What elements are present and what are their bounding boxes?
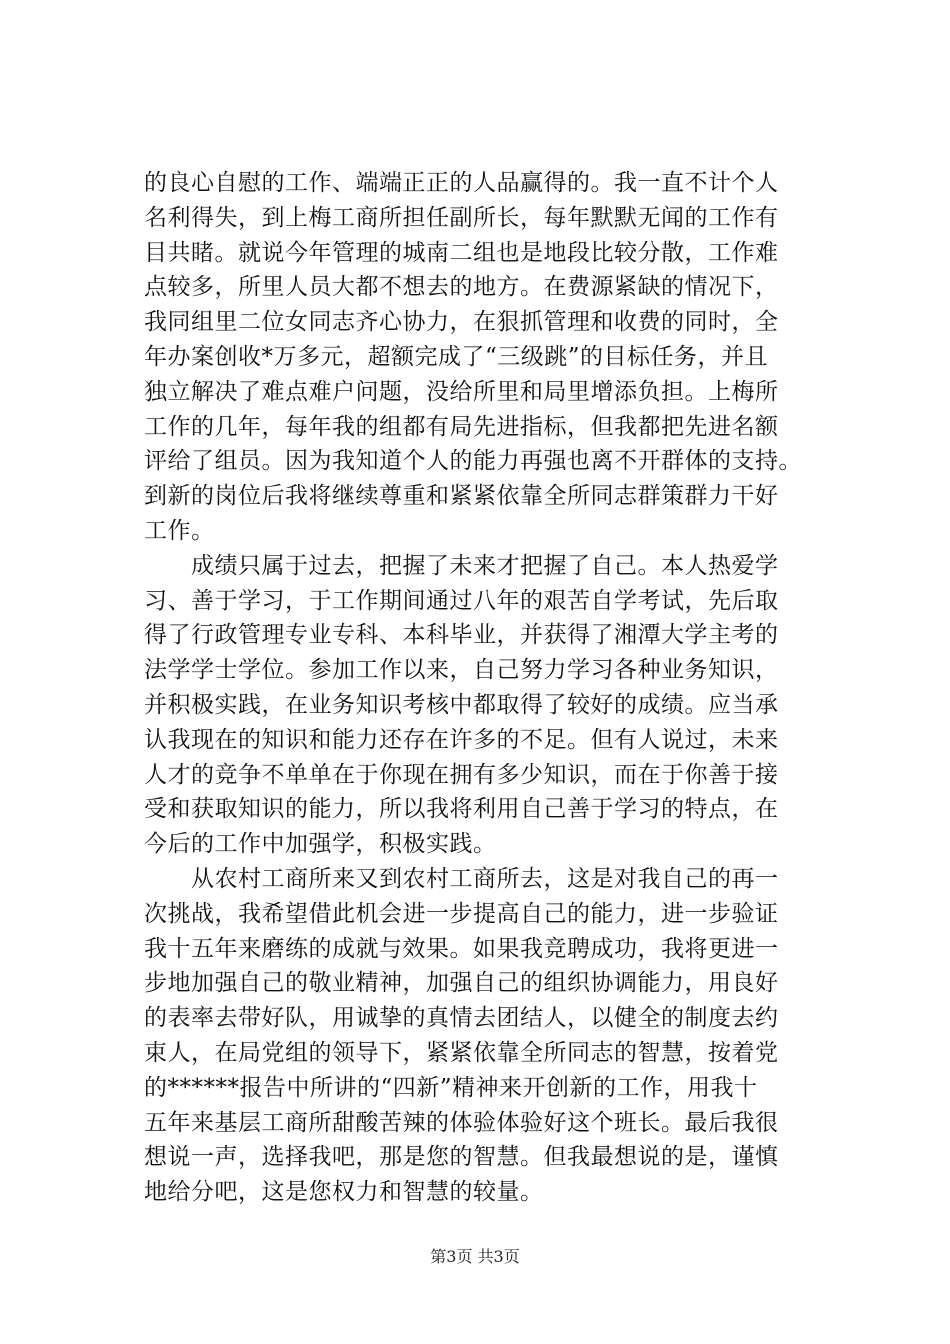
text-line: 得了行政管理专业专科、本科毕业，并获得了湘潭大学主考的 — [144, 622, 779, 649]
text-line: 五年来基层工商所甜酸苦辣的体验体验好这个班长。最后我很 — [144, 1109, 779, 1136]
page-number: 第3页 共3页 — [430, 1247, 520, 1266]
text-line: 人才的竞争不单单在于你现在拥有多少知识，而在于你善于接 — [144, 761, 779, 788]
text-line: 想说一声，选择我吧，那是您的智慧。但我最想说的是，谨慎 — [144, 1144, 779, 1171]
text-line: 我十五年来磨练的成就与效果。如果我竞聘成功，我将更进一 — [144, 935, 779, 962]
text-line: 法学学士学位。参加工作以来，自己努力学习各种业务知识， — [144, 657, 779, 684]
text-line: 我同组里二位女同志齐心协力，在狠抓管理和收费的同时，全 — [144, 309, 779, 336]
text-line: 目共睹。就说今年管理的城南二组也是地段比较分散，工作难 — [144, 239, 779, 266]
text-line: 并积极实践，在业务知识考核中都取得了较好的成绩。应当承 — [144, 691, 779, 718]
text-line: 工作。 — [144, 517, 215, 544]
text-line: 的******报告中所讲的“四新”精神来开创新的工作，用我十 — [144, 1074, 758, 1101]
text-line: 认我现在的知识和能力还存在许多的不足。但有人说过，未来 — [144, 726, 779, 753]
text-line: 成绩只属于过去，把握了未来才把握了自己。本人热爱学 — [144, 552, 779, 579]
text-line: 束人，在局党组的领导下，紧紧依靠全所同志的智慧，按着党 — [144, 1039, 779, 1066]
text-line: 从农村工商所来又到农村工商所去，这是对我自己的再一 — [144, 865, 779, 892]
text-line: 到新的岗位后我将继续尊重和紧紧依靠全所同志群策群力干好 — [144, 483, 779, 510]
text-line: 受和获取知识的能力，所以我将利用自己善于学习的特点，在 — [144, 796, 779, 823]
text-line: 年办案创收*万多元，超额完成了“三级跳”的目标任务，并且 — [144, 343, 769, 370]
text-line: 名利得失，到上梅工商所担任副所长，每年默默无闻的工作有 — [144, 204, 779, 231]
text-line: 今后的工作中加强学，积极实践。 — [144, 831, 497, 858]
text-line: 步地加强自己的敬业精神，加强自己的组织协调能力，用良好 — [144, 970, 779, 997]
body-text — [144, 166, 844, 1210]
text-line: 的良心自慰的工作、端端正正的人品赢得的。我一直不计个人 — [144, 170, 779, 196]
page-footer — [0, 1246, 950, 1268]
text-line: 的表率去带好队，用诚挚的真情去团结人，以健全的制度去约 — [144, 1005, 779, 1032]
text-line: 工作的几年，每年我的组都有局先进指标，但我都把先进名额 — [144, 413, 779, 440]
text-line: 独立解决了难点难户问题，没给所里和局里增添负担。上梅所 — [144, 378, 779, 405]
text-line: 点较多，所里人员大都不想去的地方。在费源紧缺的情况下， — [144, 274, 779, 301]
text-line: 习、善于学习，于工作期间通过八年的艰苦自学考试，先后取 — [144, 587, 779, 614]
text-line: 评给了组员。因为我知道个人的能力再强也离不开群体的支持。 — [144, 448, 802, 475]
text-line: 次挑战，我希望借此机会进一步提高自己的能力，进一步验证 — [144, 900, 779, 927]
text-line: 地给分吧，这是您权力和智慧的较量。 — [144, 1179, 544, 1206]
